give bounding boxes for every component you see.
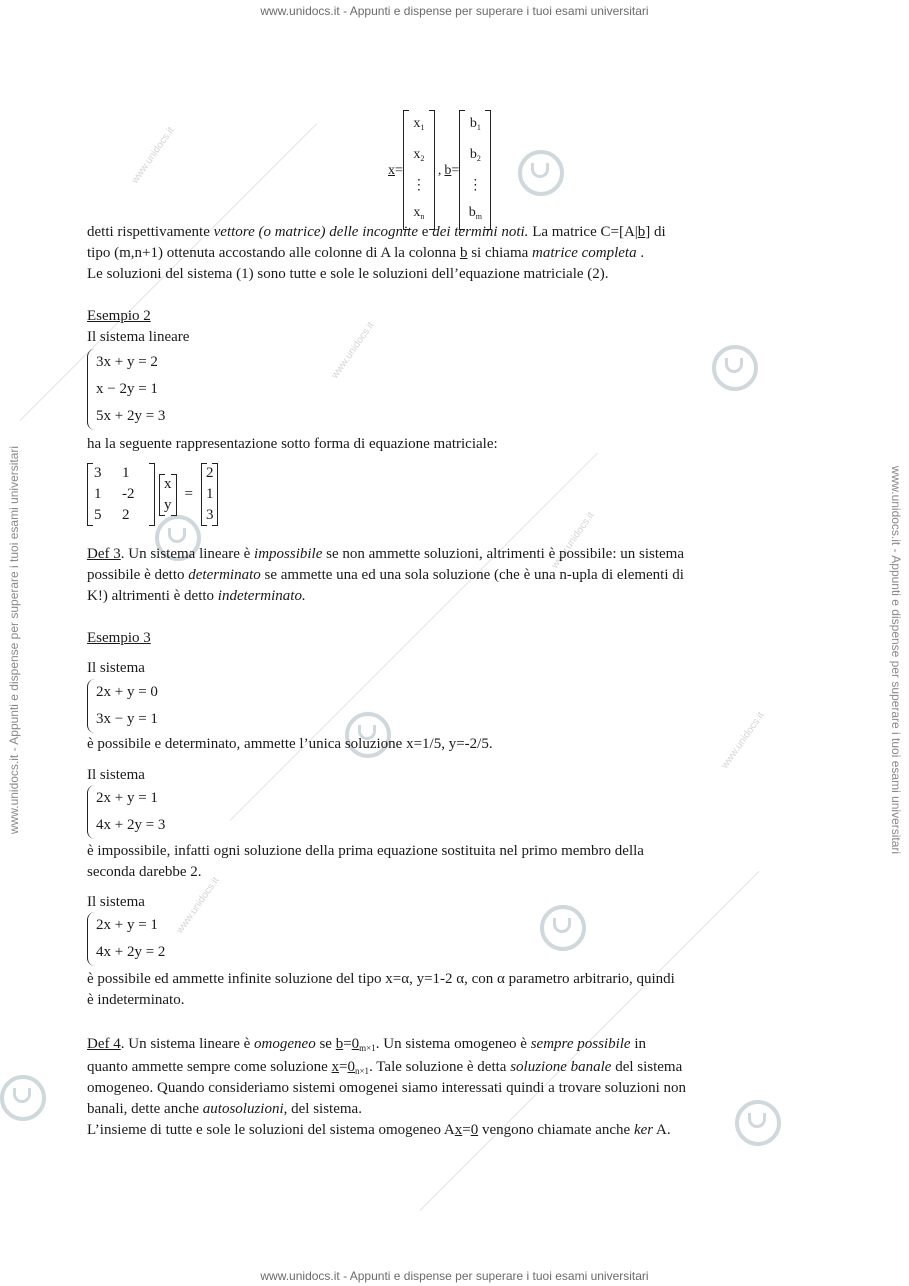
esempio-2-title: Esempio 2	[87, 308, 151, 324]
matrix-cell: 1	[94, 486, 102, 502]
vector-x	[403, 110, 435, 230]
def-4-line-5: L’insieme di tutte e sole le soluzioni del sistema omogeneo Ax=0 vengono chiamate anche ker A.	[87, 1122, 671, 1138]
system-2	[87, 785, 165, 839]
watermark-side-left: www.unidocs.it - Appunti e dispense per superare i tuoi esami universitari	[7, 445, 21, 835]
watermark-logo-icon	[518, 150, 564, 196]
def-4-line-3: omogeneo. Quando consideriamo sistemi omogenei siamo interessati quindi a trovare soluzioni non	[87, 1080, 687, 1096]
esempio-2-text: Il sistema lineare	[87, 329, 190, 345]
def-3-line-1: Def 3. Un sistema lineare è impossibile se non ammette soluzioni, altrimenti è possibile: un sistema	[87, 546, 684, 562]
vector-cell: 3	[205, 507, 214, 523]
vector-b-entry: $b_m$	[468, 205, 482, 221]
vector-cell: 2	[205, 465, 214, 481]
equation: 5x + 2y = 3	[96, 408, 166, 424]
vector-cell: 1	[205, 486, 214, 502]
watermark-logo-icon	[735, 1100, 781, 1146]
watermark-logo-icon	[540, 905, 586, 951]
equals-sign: =	[451, 162, 460, 178]
system-2-result-1: è impossibile, infatti ogni soluzione della prima equazione sostituita nel primo membro della	[87, 843, 644, 859]
def-4-line-4: banali, dette anche autosoluzioni, del sistema.	[87, 1101, 362, 1117]
watermark-header: www.unidocs.it - Appunti e dispense per superare i tuoi esami universitari	[260, 4, 649, 18]
vectors-definition	[388, 110, 491, 230]
equation: 4x + 2y = 2	[96, 944, 166, 960]
watermark-diagonal: www.unidocs.it	[174, 875, 222, 936]
equation: 4x + 2y = 3	[96, 817, 166, 833]
equation: 2x + y = 1	[96, 790, 158, 806]
def-3-line-3: K!) altrimenti è detto indeterminato.	[87, 588, 306, 604]
equation: 3x + y = 2	[96, 354, 158, 370]
equals-sign: =	[184, 486, 193, 502]
def-4-line-1: Def 4. Un sistema lineare è omogeneo se $b=0_{m\times 1}$. Un sistema omogeneo è sempre possibile in	[87, 1036, 646, 1053]
system-2-result-2: seconda darebbe 2.	[87, 864, 202, 880]
intro-line-2: tipo (m,n+1) ottenuta accostando alle colonne di A la colonna b si chiama matrice completa .	[87, 245, 645, 261]
matrix-cell: -2	[122, 486, 135, 502]
watermark-side-right: www.unidocs.it - Appunti e dispense per superare i tuoi esami universitari	[889, 465, 903, 855]
vector-x-entry: ⋮	[411, 178, 426, 193]
watermark-diagonal: www.unidocs.it	[719, 710, 767, 771]
equation: 2x + y = 1	[96, 917, 158, 933]
rhs-vector	[201, 463, 219, 526]
equals-sign: =	[395, 162, 403, 178]
def-3-line-2: possibile è detto determinato se ammette una ed una sola soluzione (che è una n-upla di elementi di	[87, 567, 684, 583]
system-3-result-1: è possibile ed ammette infinite soluzione del tipo x=α, y=1-2 α, con α parametro arbitrario, quindi	[87, 971, 675, 987]
vector-cell: y	[164, 496, 172, 513]
separator: ,	[437, 162, 442, 178]
matrix-equation	[87, 463, 218, 526]
vector-cell: x	[164, 475, 172, 492]
system-3-text: Il sistema	[87, 894, 145, 910]
intro-line-3: Le soluzioni del sistema (1) sono tutte e sole le soluzioni dell’equazione matriciale (2).	[87, 266, 609, 282]
vector-b-label: b	[444, 162, 452, 178]
system-1-result: è possibile e determinato, ammette l’unica soluzione x=1/5, y=-2/5.	[87, 736, 493, 752]
equation: 2x + y = 0	[96, 684, 158, 700]
vector-x-label: x	[388, 162, 395, 178]
watermark-footer: www.unidocs.it - Appunti e dispense per superare i tuoi esami universitari	[260, 1269, 649, 1283]
watermark-line	[230, 452, 598, 820]
def-4-line-2: quanto ammette sempre come soluzione $x=0_{n\times 1}$. Tale soluzione è detta soluzione banale del sistema	[87, 1059, 683, 1076]
matrix-cell: 3	[94, 465, 102, 481]
vector-x-entry: $x_2$	[413, 147, 425, 163]
watermark-logo-icon	[0, 1075, 46, 1121]
coefficient-matrix	[87, 463, 155, 526]
watermark-diagonal: www.unidocs.it	[129, 125, 177, 186]
esempio-2-system	[87, 349, 165, 430]
vector-x-entry: $x_1$	[413, 116, 425, 132]
equation: 3x − y = 1	[96, 711, 158, 727]
system-3-result-2: è indeterminato.	[87, 992, 185, 1008]
intro-line-1: detti rispettivamente vettore (o matrice) delle incognite e dei termini noti. La matrice C=[A|b] di	[87, 224, 666, 240]
vector-x-entry: $x_n$	[413, 205, 425, 221]
vector-b	[459, 110, 491, 230]
variables-vector	[159, 474, 177, 516]
system-2-text: Il sistema	[87, 767, 145, 783]
vector-b-entry: $b_1$	[469, 116, 481, 132]
watermark-diagonal: www.unidocs.it	[549, 510, 597, 571]
system-1-text: Il sistema	[87, 660, 145, 676]
system-3	[87, 912, 165, 966]
matrix-cell: 2	[122, 507, 130, 523]
vector-b-entry: ⋮	[468, 178, 483, 193]
esempio-2-text-2: ha la seguente rappresentazione sotto forma di equazione matriciale:	[87, 436, 498, 452]
watermark-diagonal: www.unidocs.it	[329, 320, 377, 381]
matrix-cell: 1	[122, 465, 130, 481]
watermark-logo-icon	[712, 345, 758, 391]
matrix-cell: 5	[94, 507, 102, 523]
system-1	[87, 679, 158, 733]
esempio-3-title: Esempio 3	[87, 630, 151, 646]
equation: x − 2y = 1	[96, 381, 158, 397]
vector-b-entry: $b_2$	[469, 147, 481, 163]
